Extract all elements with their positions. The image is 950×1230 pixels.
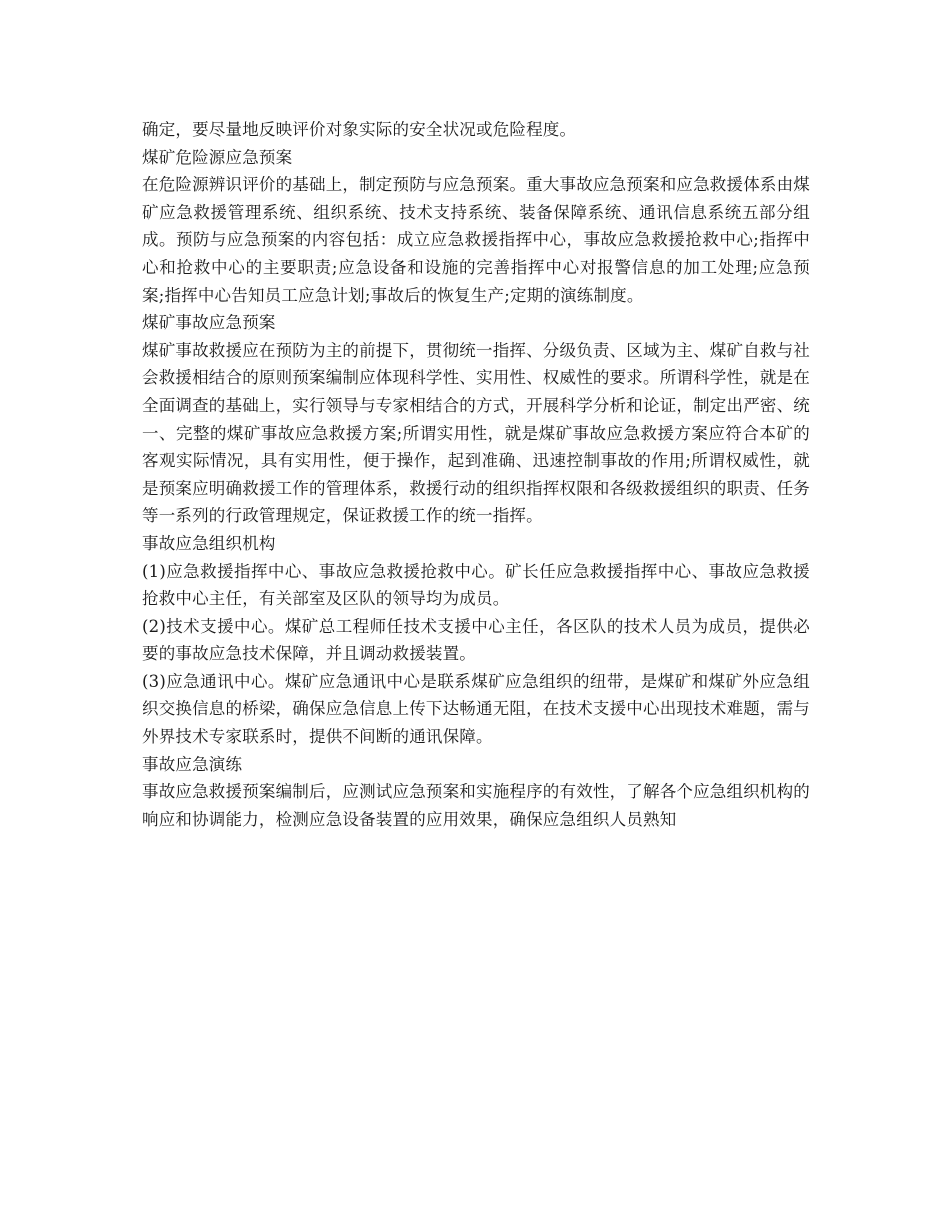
paragraph-organization-item-3: (3)应急通讯中心。煤矿应急通讯中心是联系煤矿应急组织的纽带，是煤矿和煤矿外应急组织交换信息的桥梁，确保应急信息上传下达畅通无阻，在技术支援中心出现技术难题，需与外界技术专家联系时，提供不间断的通讯保障。 [142,671,810,747]
paragraph-organization-item-1: (1)应急救援指挥中心、事故应急救援抢救中心。矿长任应急救援指挥中心、事故应急救援抢救中心主任，有关部室及区队的领导均为成员。 [142,561,810,609]
section-heading-accident-emergency-plan: 煤矿事故应急预案 [142,313,276,333]
section-heading-emergency-organization: 事故应急组织机构 [142,533,276,553]
document-body [142,116,810,833]
section-heading-emergency-drill: 事故应急演练 [142,754,243,774]
paragraph-emergency-drill: 事故应急救援预案编制后，应测试应急预案和实施程序的有效性，了解各个应急组织机构的响应和协调能力，检测应急设备装置的应用效果，确保应急组织人员熟知 [142,782,810,829]
paragraph-organization-item-2: (2)技术支援中心。煤矿总工程师任技术支援中心主任，各区队的技术人员为成员，提供必要的事故应急技术保障，并且调动救援装置。 [142,616,810,664]
paragraph-hazard-emergency-plan: 在危险源辨识评价的基础上，制定预防与应急预案。重大事故应急预案和应急救援体系由煤矿应急救援管理系统、组织系统、技术支持系统、装备保障系统、通讯信息系统五部分组成。预防与应急预案的内容包括：成立应急救援指挥中心，事故应急救援抢救中心;指挥中心和抢救中心的主要职责;应急设备和设施的完善指挥中心对报警信息的加工处理;应急预案;指挥中心告知员工应急计划;事故后的恢复生产;定期的演练制度。 [142,175,810,305]
section-heading-hazard-emergency-plan: 煤矿危险源应急预案 [142,147,293,167]
paragraph-accident-emergency-plan: 煤矿事故救援应在预防为主的前提下，贯彻统一指挥、分级负责、区域为主、煤矿自救与社会救援相结合的原则预案编制应体现科学性、实用性、权威性的要求。所谓科学性，就是在全面调查的基础上，实行领导与专家相结合的方式，开展科学分析和论证，制定出严密、统一、完整的煤矿事故应急救援方案;所谓实用性，就是煤矿事故应急救援方案应符合本矿的客观实际情况，具有实用性，便于操作，起到准确、迅速控制事故的作用;所谓权威性，就是预案应明确救援工作的管理体系，救援行动的组织指挥权限和各级救援组织的职责、任务等一系列的行政管理规定，保证救援工作的统一指挥。 [142,340,810,526]
paragraph-intro-continuation: 确定，要尽量地反映评价对象实际的安全状况或危险程度。 [142,120,577,139]
